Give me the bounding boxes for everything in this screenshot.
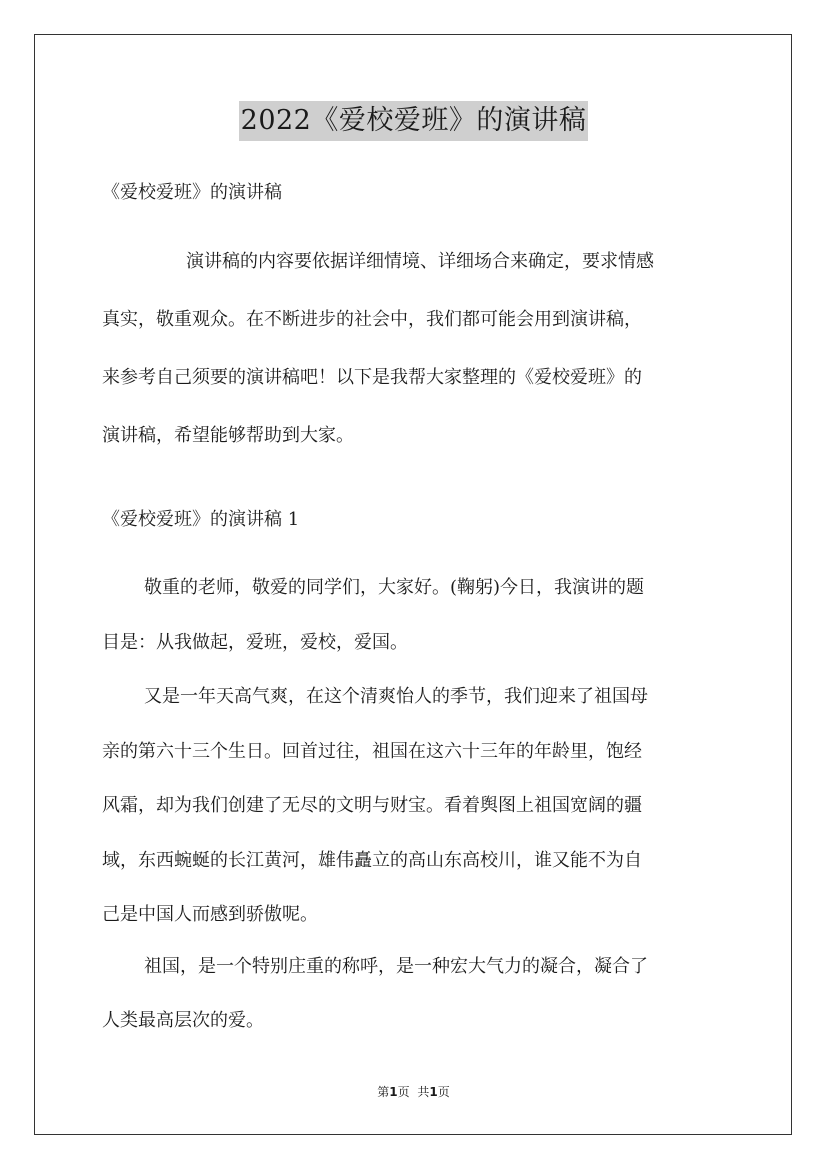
total-prefix: 共: [417, 1085, 430, 1099]
intro-line: 演讲稿，希望能够帮助到大家。: [102, 425, 354, 446]
page-number: 1: [389, 1085, 398, 1099]
paragraph-line: 风霜，却为我们创建了无尽的文明与财宝。看着舆图上祖国宽阔的疆: [102, 795, 642, 816]
document-heading: 《爱校爱班》的演讲稿: [102, 182, 282, 203]
section-heading: 《爱校爱班》的演讲稿 1: [102, 509, 300, 530]
page-suffix: 页: [397, 1085, 410, 1099]
paragraph-line: 又是一年天高气爽，在这个清爽怡人的季节，我们迎来了祖国母: [144, 686, 648, 707]
intro-line: 真实，敬重观众。在不断进步的社会中，我们都可能会用到演讲稿，: [102, 309, 642, 330]
paragraph-3: [102, 940, 727, 1048]
paragraph-line: 人类最高层次的爱。: [102, 1010, 264, 1031]
intro-paragraph: [102, 233, 727, 465]
paragraph-line: 域，东西蜿蜒的长江黄河，雄伟矗立的高山东高校川，谁又能不为自: [102, 849, 642, 871]
paragraph-line: 己是中国人而感到骄傲呢。: [102, 904, 318, 925]
paragraph-line: 敬重的老师，敬爱的同学们，大家好。(鞠躬)今日，我演讲的题: [144, 577, 645, 598]
paragraph-2: [102, 670, 727, 943]
intro-line: 来参考自己须要的演讲稿吧！以下是我帮大家整理的《爱校爱班》的: [102, 367, 642, 388]
paragraph-1: [102, 560, 727, 670]
page-prefix: 第: [377, 1085, 390, 1099]
intro-line: 演讲稿的内容要依据详细情境、详细场合来确定，要求情感: [186, 251, 654, 272]
paragraph-line: 目是：从我做起，爱班，爱校，爱国。: [102, 632, 408, 653]
total-number: 1: [429, 1085, 438, 1099]
total-suffix: 页: [437, 1085, 450, 1099]
paragraph-line: 亲的第六十三个生日。回首过往，祖国在这六十三年的年龄里，饱经: [102, 740, 642, 762]
page-footer: [0, 1084, 827, 1100]
paragraph-line: 祖国，是一个特别庄重的称呼，是一种宏大气力的凝合，凝合了: [144, 956, 648, 977]
title-wrap: [0, 101, 827, 141]
document-title: 2022《爱校爱班》的演讲稿: [239, 101, 589, 141]
